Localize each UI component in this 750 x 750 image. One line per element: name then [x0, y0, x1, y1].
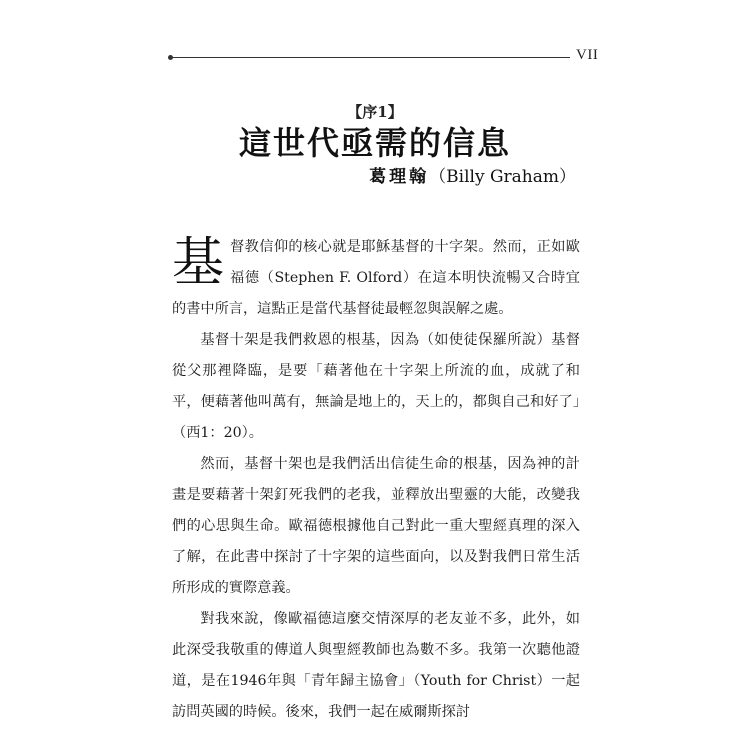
paragraph-1	[172, 232, 580, 325]
author-line	[369, 162, 576, 187]
page-number: VII	[576, 47, 599, 63]
preface-label: 【序1】	[347, 103, 403, 121]
body-text	[172, 232, 580, 728]
paragraph-3: 然而，基督十架也是我們活出信徒生命的根基，因為神的計畫是要藉著十架釘死我們的老我，並釋放出聖靈的大能，改變我們的心思與生命。歐福德根據他自己對此一重大聖經真理的深入了解，在此書中探討了十字架的這些面向，以及對我們日常生活所形成的實際意義。	[172, 456, 580, 596]
author-name-english: （Billy Graham）	[429, 167, 576, 187]
paragraph-2: 基督十架是我們救恩的根基，因為（如使徒保羅所說）基督從父那裡降臨，是要「藉著他在十字架上所流的血，成就了和平，便藉著他叫萬有，無論是地上的，天上的，都與自己和好了」（西1：20）。	[172, 332, 580, 441]
header-rule	[172, 57, 570, 58]
paragraph-1-text: 督教信仰的核心就是耶穌基督的十字架。然而，正如歐福德（Stephen F. Olford）在這本明快流暢又合時宜的書中所言，這點正是當代基督徒最輕忽與誤解之處。	[172, 239, 580, 317]
page-title: 這世代亟需的信息	[238, 124, 511, 162]
author-name-chinese: 葛理翰	[369, 167, 430, 187]
paragraph-4: 對我來說，像歐福德這麼交情深厚的老友並不多，此外，如此深受我敬重的傳道人與聖經教師也為數不多。我第一次聽他證道，是在1946年與「青年歸主協會」（Youth for Christ）一起訪問英國的時候。後來，我們一起在威爾斯探討	[172, 611, 580, 720]
drop-cap: 基	[172, 233, 225, 293]
